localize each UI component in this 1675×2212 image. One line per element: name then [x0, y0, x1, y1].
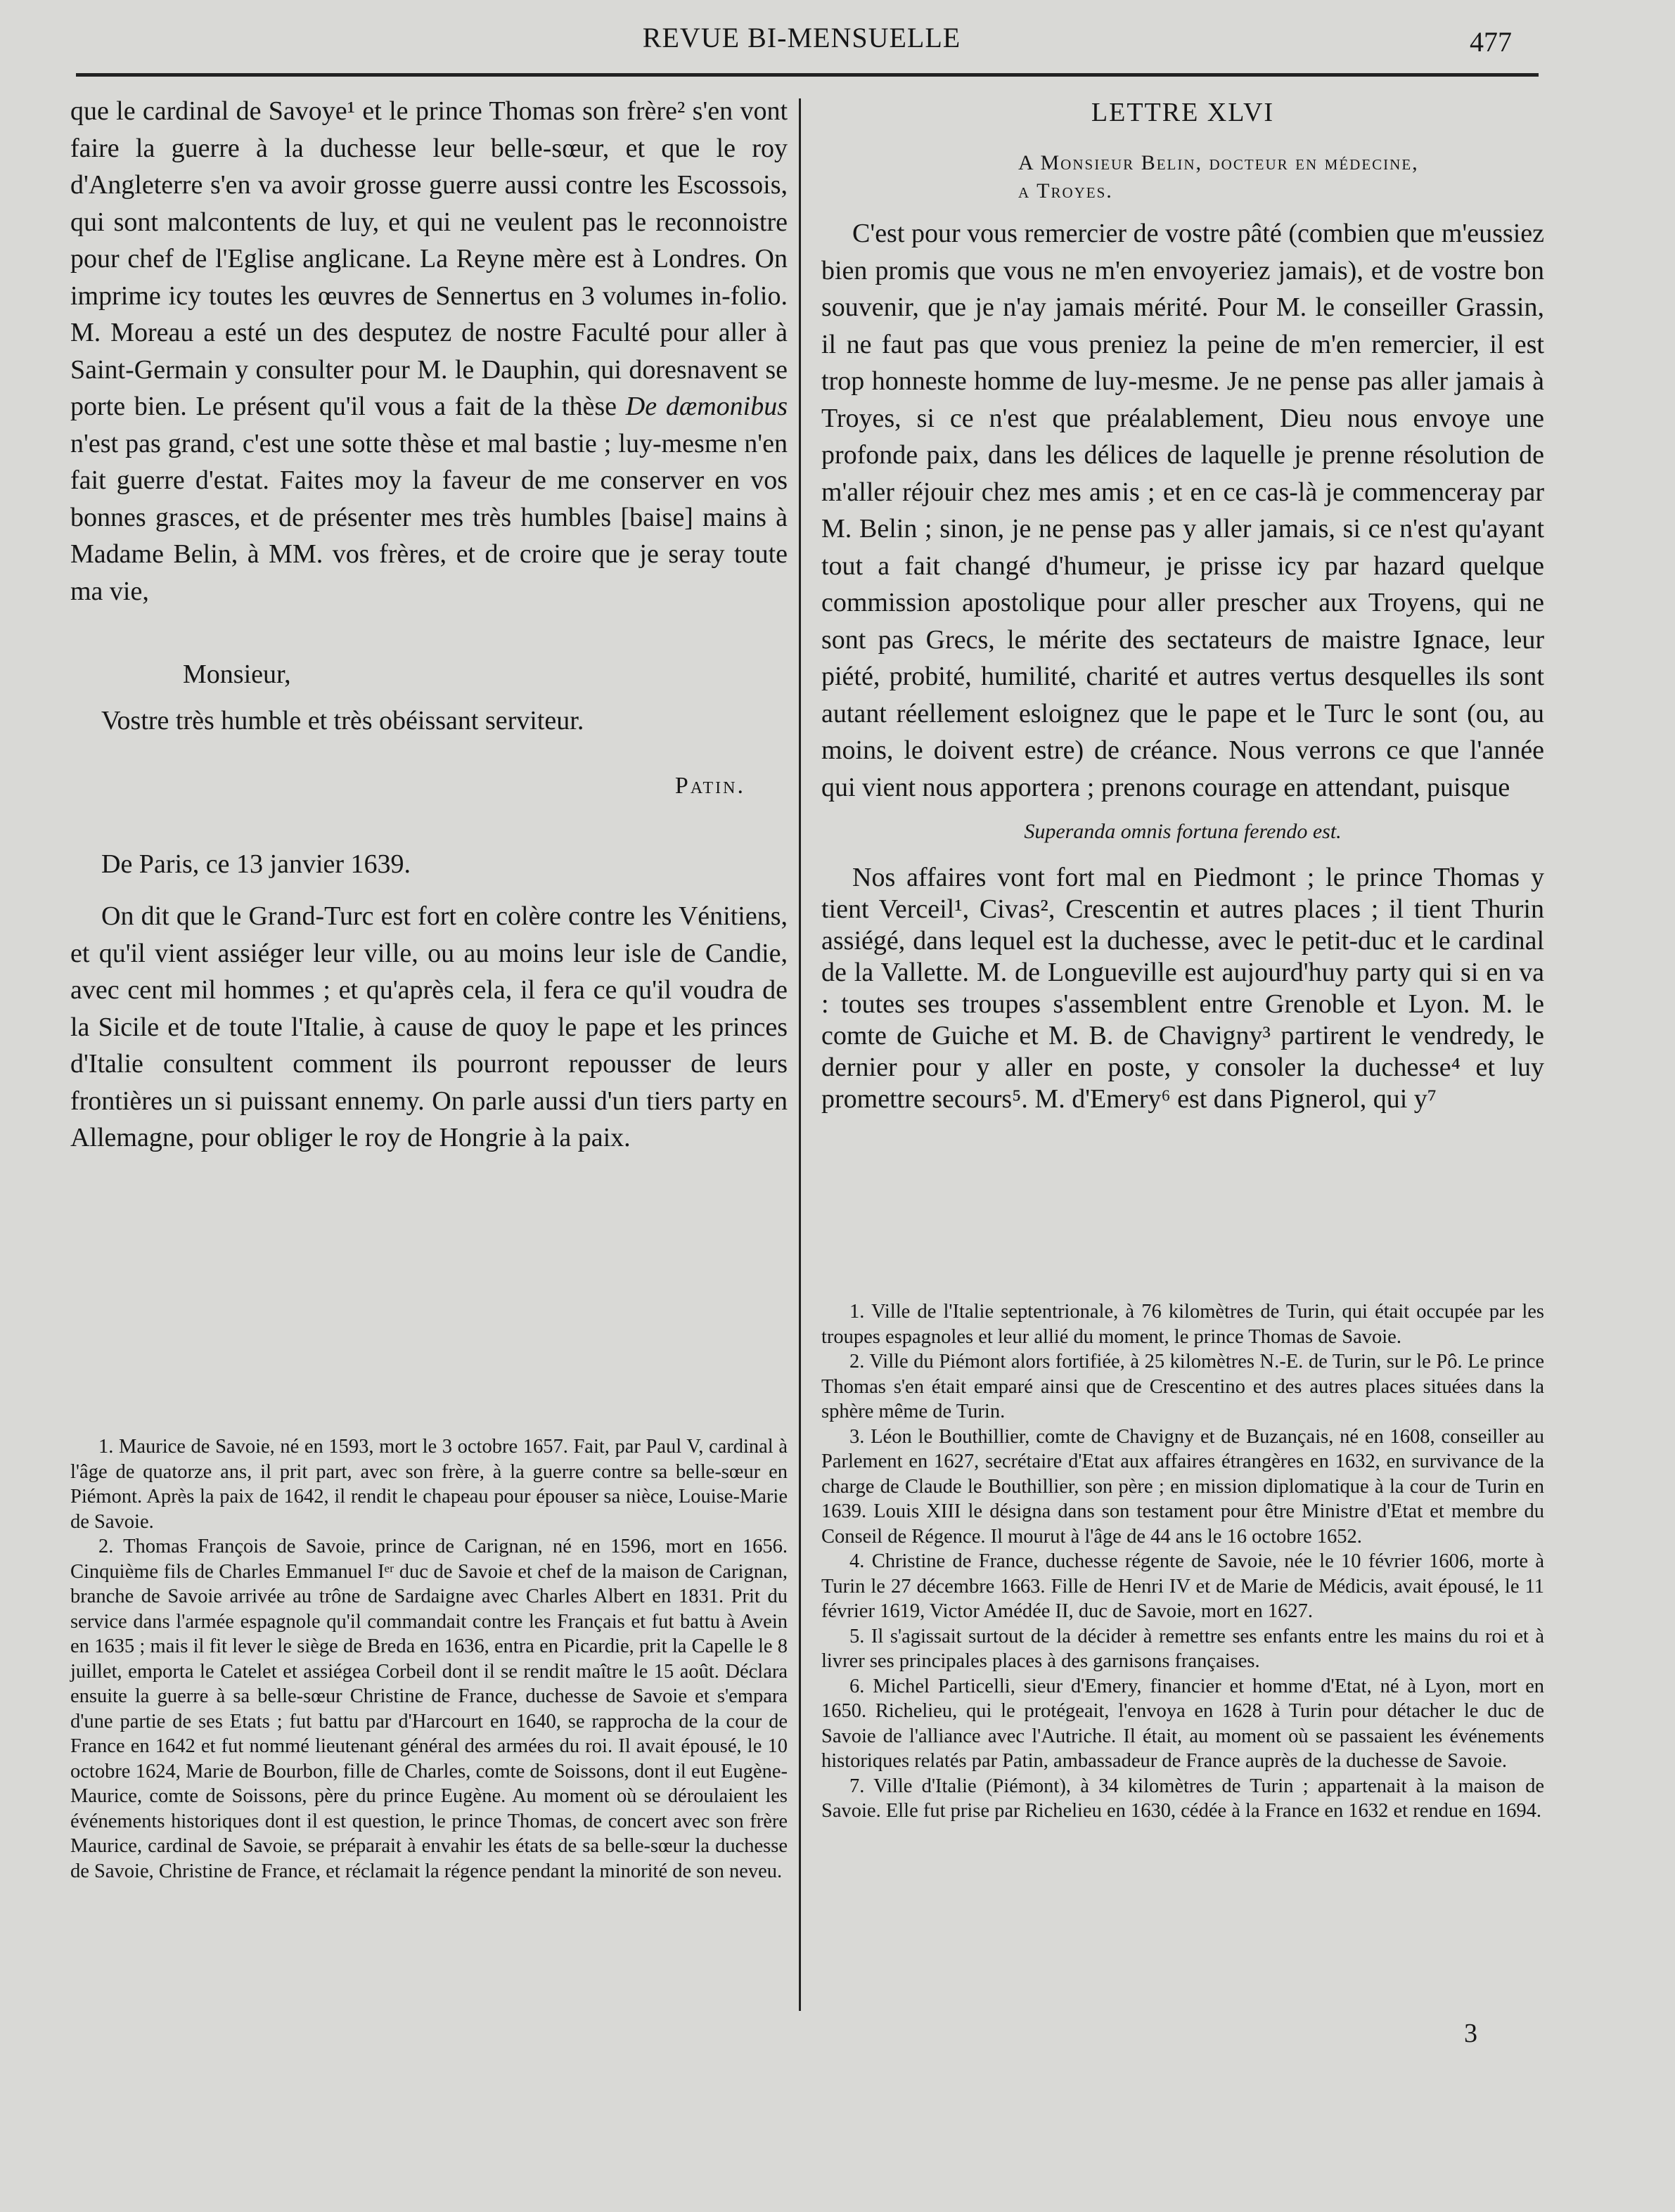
closing-formula: Vostre très humble et très obéissant serviteur. — [101, 706, 584, 735]
left-footnotes — [70, 1434, 788, 1884]
footnote: 2. Thomas François de Savoie, prince de Carignan, né en 1596, mort en 1656. Cinquième fils de Charles Emmanuel Iᵉʳ duc de Savoie et chef de la maison de Carignan, branche de Savoie arrivée au trône de Sardaigne avec Charles Albert en 1831. Prit du service dans l'armée espagnole qu'il commandait contre les Français et fut battu à Avein en 1635 ; mais il fit lever le siège de Breda en 1636, entra en Picardie, prit la Capelle le 8 juillet, emporta le Catelet et assiégea Corbeil dont il se rendit maître le 15 août. Déclara ensuite la guerre à sa belle-sœur Christine de France, duchesse de Savoie et s'empara d'une partie de ses Etats ; fut battu par d'Harcourt en 1640, se rapprocha de la cour de France en 1642 et fut nommé lieutenant général des armées du roi. Il avait épousé, le 10 octobre 1624, Marie de Bourbon, fille de Charles, comte de Soissons, dont il eut Eugène-Maurice, comte de Soissons, père du prince Eugène. Au moment où se déroulaient les événements historiques dont il est question, le prince Thomas, de concert avec son frère Maurice, cardinal de Savoie, se préparait à envahir les états de sa belle-sœur la duchesse de Savoie, Christine de France, et réclamait la régence pendant la minorité de son neveu. — [70, 1536, 788, 1882]
footnote: 4. Christine de France, duchesse régente de Savoie, née le 10 février 1606, morte à Turin le 27 décembre 1663. Fille de Henri IV et de Marie de Médicis, avait épousé, le 11 février 1619, Victor Amédée II, duc de Savoie, mort en 1627. — [821, 1550, 1544, 1622]
paragraph-text: n'est pas grand, c'est une sotte thèse et mal bastie ; luy-mesme n'en fait guerre d'estat. Faites moy la faveur de me conserver en vos bonnes grasces, et de présenter mes très humbles [baise] mains à Madame Belin, à MM. vos frères, et de croire que je seray toute ma vie, — [70, 428, 788, 606]
salutation: Monsieur, — [183, 660, 291, 689]
latin-motto: Superanda omnis fortuna ferendo est. — [1024, 820, 1342, 843]
addressee-line: A Monsieur Belin, docteur en médecine, — [1018, 151, 1419, 174]
column-divider — [799, 98, 801, 2011]
right-footnotes — [821, 1299, 1544, 1824]
letter-continuation-paragraph — [70, 93, 788, 610]
right-column — [821, 93, 1544, 1115]
thesis-title: De dæmonibus — [625, 392, 788, 421]
running-header-title: REVUE BI-MENSUELLE — [642, 22, 961, 53]
addressee — [821, 149, 1544, 205]
footnote: 7. Ville d'Italie (Piémont), à 34 kilomètres de Turin ; appartenait à la maison de Savoie. Elle fut prise par Richelieu en 1630, cédée à la France en 1632 et rendue en 1694. — [821, 1775, 1544, 1822]
footnote: 5. Il s'agissait surtout de la décider à remettre ses enfants entre les mains du roi et à livrer ses principales places à des garnisons françaises. — [821, 1625, 1544, 1672]
paragraph-text: que le cardinal de Savoye¹ et le prince Thomas son frère² s'en vont faire la guerre à la duchesse leur belle-sœur, et que le roy d'Angleterre s'en va avoir grosse guerre aussi contre les Escossois, qui sont malcontents de luy, et qui ne veulent pas le reconnoistre pour chef de l'Eglise anglicane. La Reyne mère est à Londres. On imprime icy toutes les œuvres de Sennertus en 3 volumes in-folio. M. Moreau a esté un des desputez de nostre Faculté pour aller à Saint-Germain y consulter pour M. le Dauphin, qui doresnavent se porte bien. Le présent qu'il vous a fait de la thèse — [70, 96, 788, 421]
footnote: 3. Léon le Bouthillier, comte de Chavigny et de Buzançais, né en 1608, conseiller au Parlement en 1627, secrétaire d'Etat aux affaires étrangères en 1632, en survivance de la charge de Claude le Bouthillier, son père ; en mission diplomatique à la cour de Turin en 1639. Louis XIII le désigna dans son testament pour être Ministre d'Etat et membre du Conseil de Régence. Il mourut à l'âge de 44 ans le 16 octobre 1652. — [821, 1425, 1544, 1548]
gathering-signature-mark: 3 — [1464, 2019, 1477, 2048]
dateline: De Paris, ce 13 janvier 1639. — [101, 849, 411, 879]
footnote: 1. Ville de l'Italie septentrionale, à 76 kilomètres de Turin, qui était occupée par les troupes espagnoles et leur allié du moment, le prince Thomas de Savoie. — [821, 1301, 1544, 1348]
page-number: 477 — [1470, 26, 1512, 58]
signature: Patin. — [674, 773, 745, 799]
footnote: 1. Maurice de Savoie, né en 1593, mort le 3 octobre 1657. Fait, par Paul V, cardinal à l'âge de quatorze ans, il prit part, avec son frère, à la guerre contre sa belle-sœur en Piémont. Après la paix de 1642, il rendit le chapeau pour épouser sa nièce, Louise-Marie de Savoie. — [70, 1436, 788, 1533]
letter-paragraph: Nos affaires vont fort mal en Piedmont ; le prince Thomas y tient Verceil¹, Civas², Crescentin et autres places ; il tient Thurin assiégé, dans lequel est la duchesse, avec le petit-duc et le cardinal de la Vallette. M. de Longueville est aujourd'huy party qui si en va : toutes ses troupes s'assemblent entre Grenoble et Lyon. M. le comte de Guiche et M. B. de Chavigny³ partirent le vendredy, le dernier pour y aller en poste, y consoler la duchesse⁴ et luy promettre secours⁵. M. d'Emery⁶ est dans Pignerol, qui y⁷ — [821, 863, 1544, 1114]
footnote: 2. Ville du Piémont alors fortifiée, à 25 kilomètres N.-E. de Turin, sur le Pô. Le prince Thomas s'en était emparé ainsi que de Crescentino et des autres places situées dans la sphère même de Turin. — [821, 1351, 1544, 1422]
letter-paragraph: C'est pour vous remercier de vostre pâté (combien que m'eussiez bien promis que vous ne m'en envoyeriez jamais), et de vostre bon souvenir, que je n'ay jamais mérité. Pour M. le conseiller Grassin, il ne faut pas que vous preniez la peine de m'en remercier, il est trop honneste homme de luy-mesme. Je ne pense pas aller jamais à Troyes, si ce n'est que préalablement, Dieu nous envoye une profonde paix, dans les délices de laquelle je prenne résolution de m'aller réjouir chez mes amis ; et en ce cas-là je commenceray par M. Belin ; sinon, je ne pense pas y aller jamais, si ce n'est qu'ayant tout a fait changé d'humeur, je prisse icy par hazard quelque commission apostolique pour aller prescher aux Troyens, qui ne sont pas Grecs, le mérite des sectateurs de maistre Ignace, leur piété, probité, humilité, charité et autres vertus desquelles ils sont autant réellement esloignez que le pape et le Turc le sont (ou, au moins, le doivent estre) de créance. Nous verrons ce que l'année qui vient nous apportera ; prenons courage en attendant, puisque — [821, 219, 1544, 802]
postscript-paragraph: On dit que le Grand-Turc est fort en colère contre les Vénitiens, et qu'il vient assiéger leur ville, ou au moins leur isle de Candie, avec cent mil hommes ; et qu'après cela, il fera ce qu'il voudra de la Sicile et de toute l'Italie, à cause de quoy le pape et les princes d'Italie consultent comment ils pourront repousser de leurs frontières un si puissant ennemy. On parle aussi d'un tiers party en Allemagne, pour obliger le roy de Hongrie à la paix. — [70, 901, 788, 1152]
header-rule — [76, 73, 1539, 77]
footnote: 6. Michel Particelli, sieur d'Emery, financier et homme d'Etat, né à Lyon, mort en 1650. Richelieu, qui le protégeait, l'envoya en 1628 à Turin pour détacher le duc de Savoie de l'alliance avec l'Autriche. Il était, au moment où se passaient les événements historiques relatés par Patin, ambassadeur de France auprès de la duchesse de Savoie. — [821, 1675, 1544, 1772]
addressee-line: a Troyes. — [1018, 179, 1113, 202]
left-column — [70, 93, 788, 1157]
letter-title: LETTRE XLVI — [1091, 98, 1275, 127]
